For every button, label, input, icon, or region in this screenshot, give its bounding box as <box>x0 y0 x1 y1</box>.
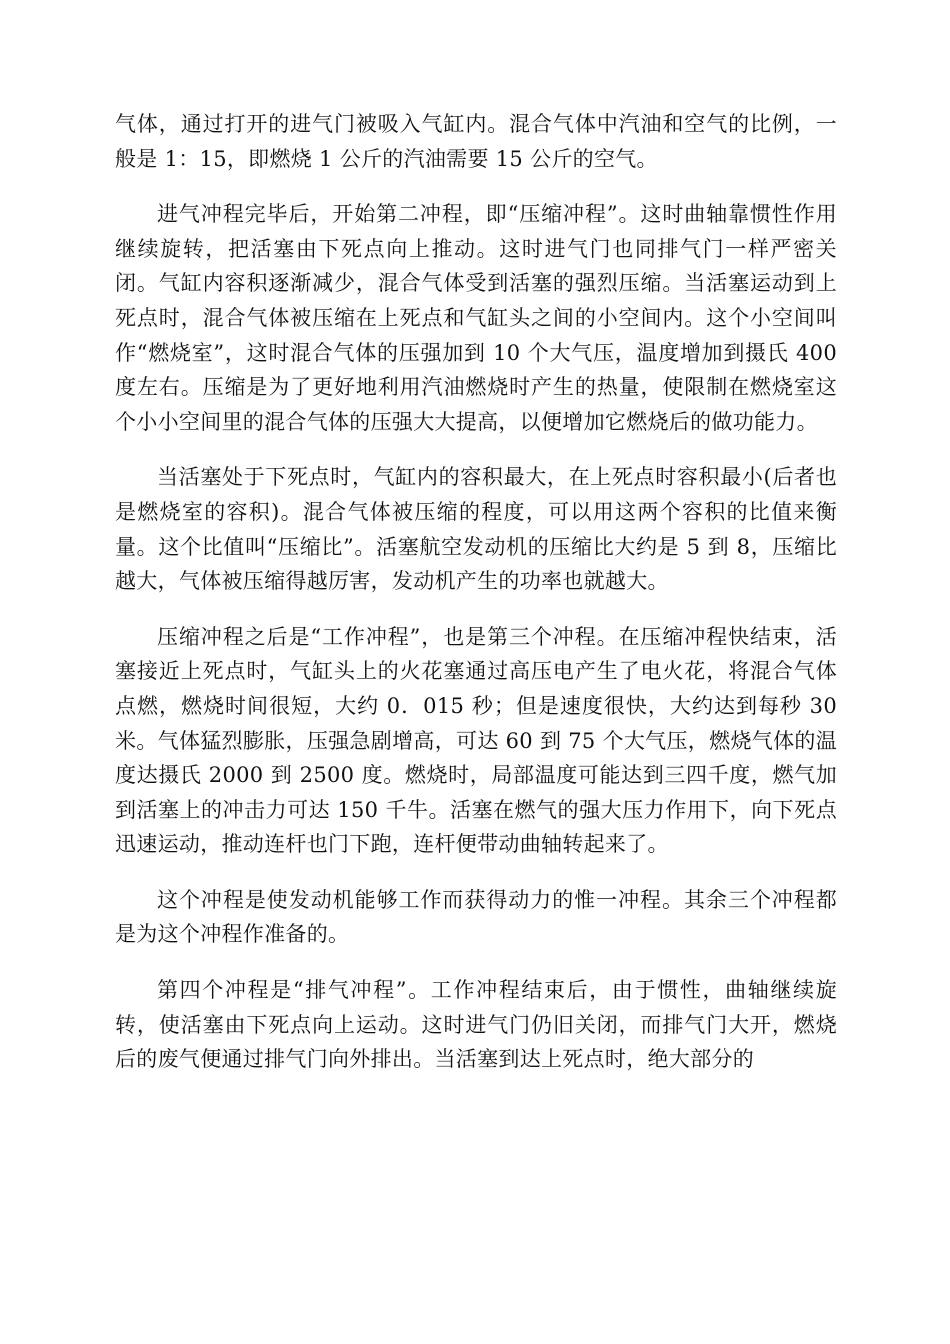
document-body <box>115 107 837 1098</box>
paragraph-4: 压缩冲程之后是“工作冲程”，也是第三个冲程。在压缩冲程快结束，活塞接近上死点时，气缸头上的火花塞通过高压电产生了电火花，将混合气体点燃，燃烧时间很短，大约 0．015 秒；但是速度很快，大约达到每秒 30 米。气体猛烈膨胀，压强急剧增高，可达 60 到 75 个大气压，燃烧气体的温度达摄氏 2000 到 2500 度。燃烧时，局部温度可能达到三四千度，燃气加到活塞上的冲击力可达 150 千牛。活塞在燃气的强大压力作用下，向下死点迅速运动，推动连杆也门下跑，连杆便带动曲轴转起来了。 <box>115 624 837 857</box>
paragraph-5: 这个冲程是使发动机能够工作而获得动力的惟一冲程。其余三个冲程都是为这个冲程作准备的。 <box>115 887 837 947</box>
paragraph-3: 当活塞处于下死点时，气缸内的容积最大，在上死点时容积最小(后者也是燃烧室的容积)。混合气体被压缩的程度，可以用这两个容积的比值来衡量。这个比值叫“压缩比”。活塞航空发动机的压缩比大约是 5 到 8，压缩比越大，气体被压缩得越厉害，发动机产生的功率也就越大。 <box>115 465 837 594</box>
paragraph-6: 第四个冲程是“排气冲程”。工作冲程结束后，由于惯性，曲轴继续旋转，使活塞由下死点向上运动。这时进气门仍旧关闭，而排气门大开，燃烧后的废气便通过排气门向外排出。当活塞到达上死点时，绝大部分的 <box>115 978 837 1072</box>
paragraph-1: 气体，通过打开的进气门被吸入气缸内。混合气体中汽油和空气的比例，一般是 1：15，即燃烧 1 公斤的汽油需要 15 公斤的空气。 <box>115 112 837 171</box>
paragraph-2: 进气冲程完毕后，开始第二冲程，即“压缩冲程”。这时曲轴靠惯性作用继续旋转，把活塞由下死点向上推动。这时进气门也同排气门一样严密关闭。气缸内容积逐渐减少，混合气体受到活塞的强烈压缩。当活塞运动到上死点时，混合气体被压缩在上死点和气缸头之间的小空间内。这个小空间叫作“燃烧室”，这时混合气体的压强加到 10 个大气压，温度增加到摄氏 400 度左右。压缩是为了更好地利用汽油燃烧时产生的热量，使限制在燃烧室这个小小空间里的混合气体的压强大大提高，以便增加它燃烧后的做功能力。 <box>115 202 837 434</box>
